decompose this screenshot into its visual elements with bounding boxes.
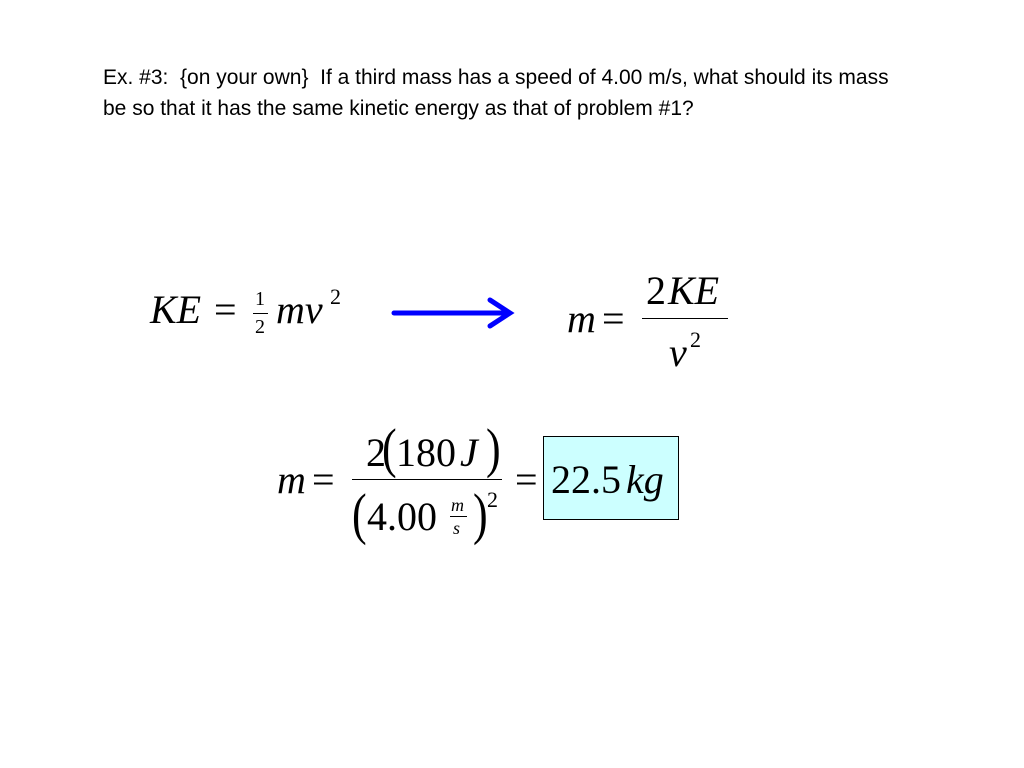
eq1-half-bar bbox=[253, 313, 268, 314]
eq2-denominator-exponent: 2 bbox=[690, 327, 701, 352]
eq3-numerator-coefficient: 2 bbox=[366, 430, 386, 475]
eq1-exponent: 2 bbox=[330, 284, 341, 309]
eq3-numerator-close-paren: ) bbox=[486, 417, 501, 479]
eq1-lhs: KE bbox=[150, 287, 202, 332]
eq3-numerator-open-paren: ( bbox=[382, 417, 397, 479]
eq3-equals: = bbox=[312, 457, 335, 502]
eq2-lhs: m bbox=[567, 296, 596, 341]
eq1-rhs: mv bbox=[276, 287, 323, 332]
eq3-denominator-open-paren: ( bbox=[352, 482, 367, 547]
eq3-denominator-unit-denominator: s bbox=[453, 518, 461, 538]
eq3-denominator-unit-numerator: m bbox=[451, 495, 464, 515]
eq3-denominator-close-paren: ) bbox=[473, 482, 488, 547]
eq1-half-numerator: 1 bbox=[255, 288, 265, 310]
right-arrow-icon bbox=[390, 296, 520, 330]
problem-statement: Ex. #3: {on your own} If a third mass has a speed of 4.00 m/s, what should its mass be so that it has the same kinetic energy as that of problem #1? bbox=[103, 66, 895, 120]
eq3-denominator-exponent: 2 bbox=[487, 487, 498, 512]
eq3-equals-result: = bbox=[515, 457, 538, 502]
eq3-numerator-unit: J bbox=[460, 430, 478, 475]
eq2-equals: = bbox=[602, 296, 625, 341]
eq1-equals: = bbox=[214, 287, 237, 332]
eq3-denominator-unit-bar bbox=[450, 516, 467, 517]
eq1-half-denominator: 2 bbox=[255, 316, 265, 338]
eq2-denominator-variable: v bbox=[669, 330, 687, 375]
eq2-numerator-coefficient: 2 bbox=[646, 268, 666, 313]
eq3-result-value: 22.5 bbox=[551, 457, 621, 502]
eq3-lhs: m bbox=[277, 457, 306, 502]
eq3-fraction-bar bbox=[352, 479, 502, 480]
eq2-numerator-variable: KE bbox=[668, 268, 720, 313]
eq2-fraction-bar bbox=[642, 318, 728, 319]
eq3-numerator-value: 180 bbox=[396, 430, 456, 475]
eq3-result-unit: kg bbox=[626, 457, 664, 502]
eq3-denominator-value: 4.00 bbox=[367, 494, 437, 539]
